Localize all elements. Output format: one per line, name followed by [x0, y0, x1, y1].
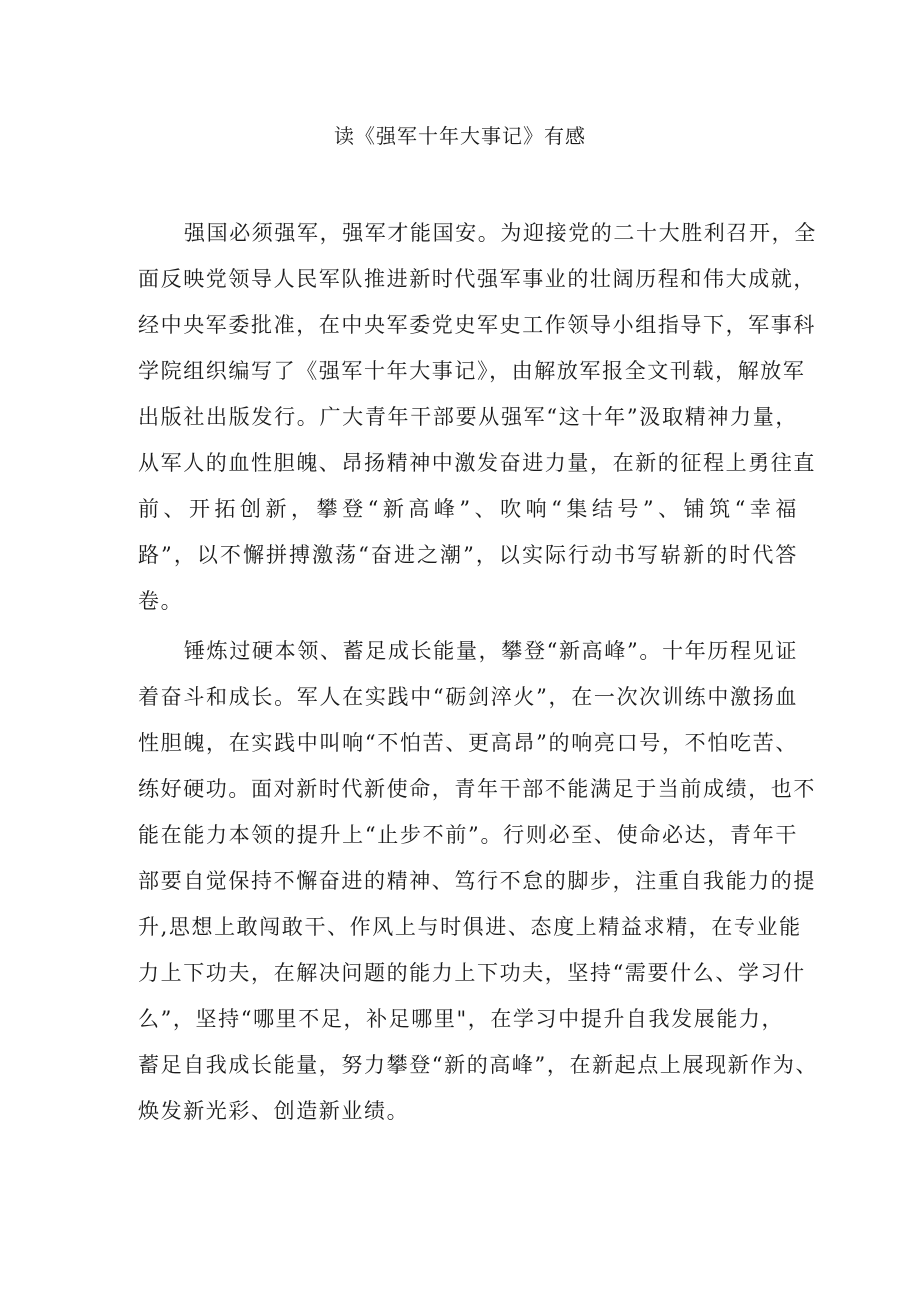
paragraph-1-line-8: 路”，以不懈拼搏激荡“奋进之潮”，以实际行动书写崭新的时代答 [138, 543, 798, 567]
paragraph-1-line-3: 经中央军委批准，在中央军委党史军史工作领导小组指导下，军事科 [138, 313, 816, 337]
paragraph-2-line-9: 么”，坚持“哪里不足，补足哪里"，在学习中提升自我发展能力， [138, 1007, 785, 1031]
paragraph-1-line-5: 出版社出版发行。广大青年干部要从强军“这十年”汲取精神力量， [138, 405, 798, 429]
paragraph-1-line-1: 强国必须强军，强军才能国安。为迎接党的二十大胜利召开，全 [184, 221, 817, 245]
paragraph-2-line-8: 力上下功夫，在解决问题的能力上下功夫，坚持“需要什么、学习什 [138, 961, 806, 985]
paragraph-2-line-11: 焕发新光彩、创造新业绩。 [138, 1099, 410, 1123]
paragraph-2-line-7: 升,思想上敢闯敢干、作风上与时俱进、态度上精益求精，在专业能 [138, 915, 802, 939]
paragraph-2-line-3: 性胆魄，在实践中叫响“不怕苦、更高昂”的响亮口号，不怕吃苦、 [138, 731, 798, 755]
paragraph-1-line-9: 卷。 [138, 589, 184, 613]
paragraph-1-line-7: 前、开拓创新，攀登“新高峰”、吹响“集结号”、铺筑“幸福 [138, 497, 798, 521]
paragraph-1-line-4: 学院组织编写了《强军十年大事记》，由解放军报全文刊载，解放军 [138, 359, 806, 383]
paragraph-2-line-5: 能在能力本领的提升上“止步不前”。行则必至、使命必达，青年干 [138, 823, 798, 847]
document-body [138, 210, 819, 1134]
paragraph-2-line-1: 锤炼过硬本领、蓄足成长能量，攀登“新高峰”。十年历程见证 [184, 639, 798, 663]
paragraph-1-line-2: 面反映党领导人民军队推进新时代强军事业的壮阔历程和伟大成就， [138, 267, 816, 291]
paragraph-2-line-6: 部要自觉保持不懈奋进的精神、笃行不怠的脚步，注重自我能力的提 [138, 869, 816, 893]
paragraph-2-line-4: 练好硬功。面对新时代新使命，青年干部不能满足于当前成绩，也不 [138, 777, 816, 801]
paragraph-1-line-6: 从军人的血性胆魄、昂扬精神中激发奋进力量，在新的征程上勇往直 [138, 451, 816, 475]
paragraph-2-line-2: 着奋斗和成长。军人在实践中“砺剑淬火”，在一次次训练中激扬血 [138, 685, 798, 709]
document-title: 读《强军十年大事记》有感 [334, 124, 586, 148]
paragraph-2-line-10: 蓄足自我成长能量，努力攀登“新的高峰”，在新起点上展现新作为、 [138, 1053, 819, 1077]
